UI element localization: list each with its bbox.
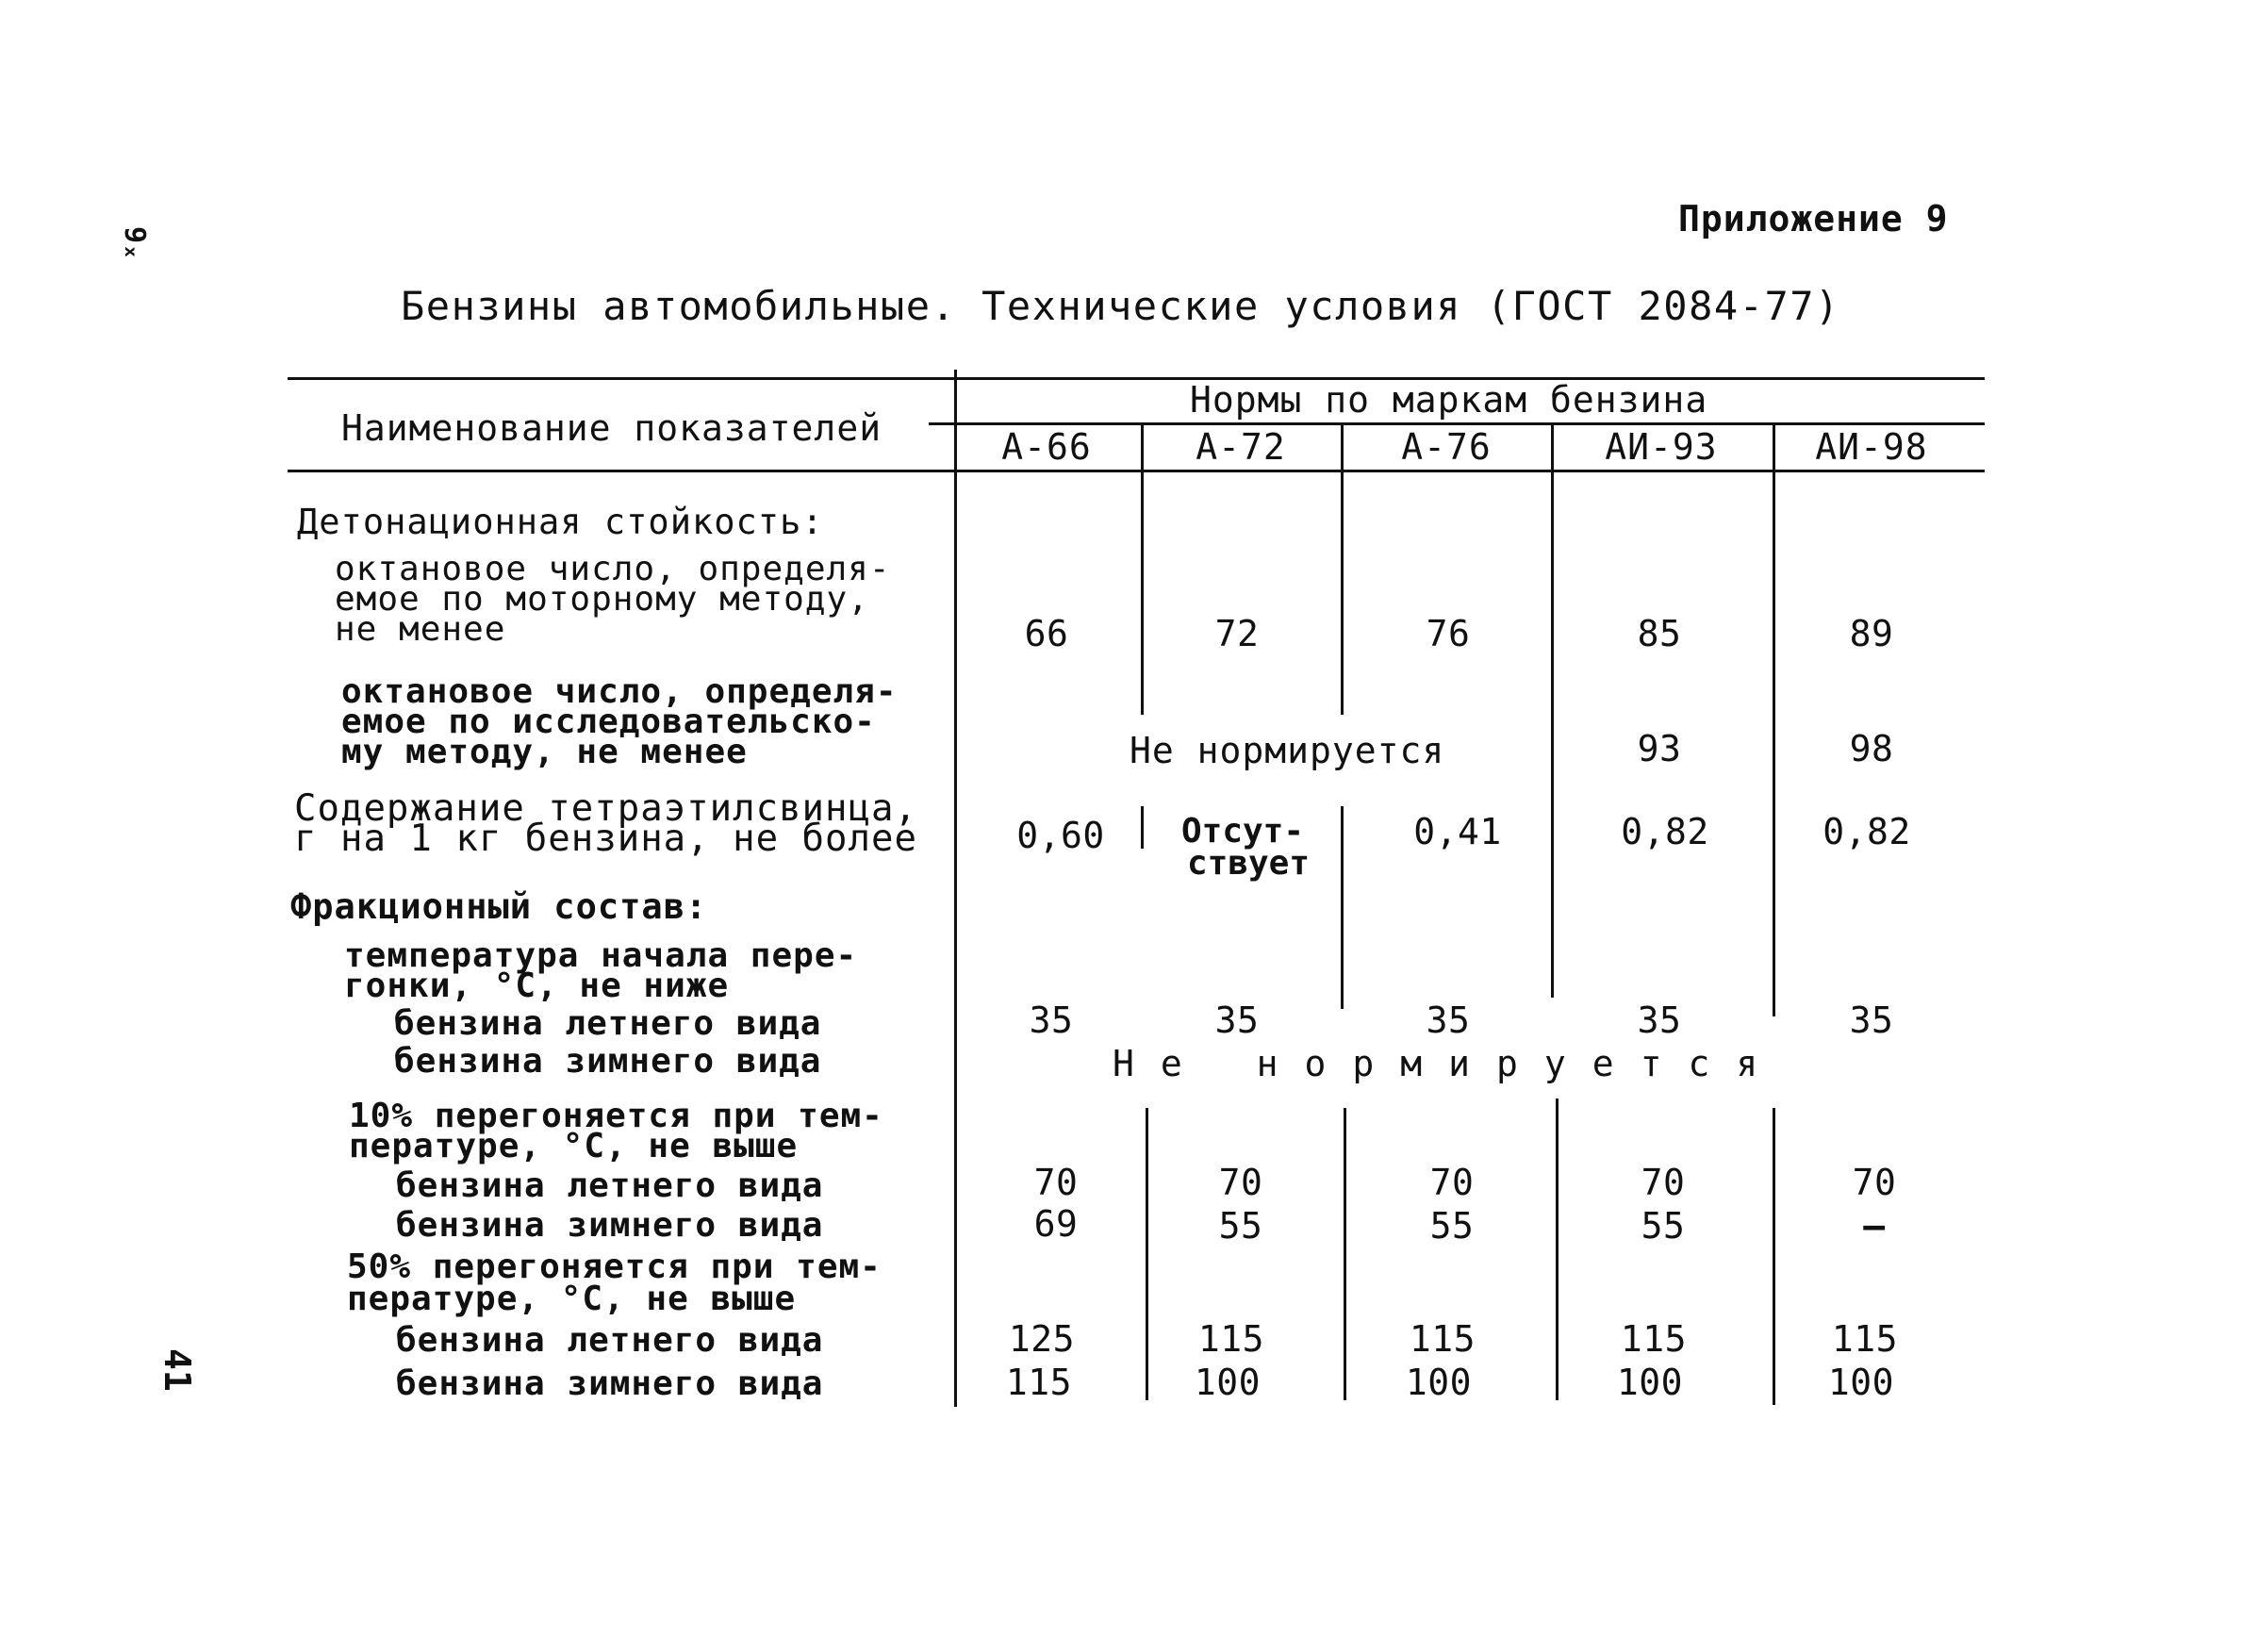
row-t10-winter-a76: 55 [1429, 1205, 1475, 1247]
row-start-label-2: гонки, °С, не ниже [344, 966, 730, 1005]
row-t10-label-1: 10% перегоняется при тем- [349, 1097, 883, 1135]
col-divider-1b [1141, 806, 1144, 849]
row-research-ai98: 98 [1849, 728, 1894, 769]
row-t50-summer-a76: 115 [1409, 1318, 1476, 1360]
row-motor-ai98: 89 [1849, 613, 1894, 654]
row-tel-a72-absent-1: Отсут- [1180, 812, 1305, 851]
row-motor-label-3: не менее [335, 610, 506, 649]
col-divider-4c [1773, 1108, 1775, 1405]
col-divider-3 [1551, 422, 1554, 998]
row-tel-ai98: 0,82 [1822, 811, 1911, 852]
row-motor-a76: 76 [1426, 613, 1471, 654]
row-tel-a76: 0,41 [1413, 811, 1502, 852]
section-detonation: Детонационная стойкость: [297, 502, 824, 542]
row-research-ai93: 93 [1637, 728, 1682, 769]
row-t10-winter-a72: 55 [1218, 1205, 1263, 1247]
grade-header-ai93: АИ-93 [1605, 426, 1718, 468]
row-t50-summer-ai98: 115 [1831, 1318, 1899, 1360]
page-number: 41 [157, 1348, 198, 1392]
col-divider-2 [1341, 422, 1344, 715]
row-research-label-1: октановое число, определя- [341, 672, 898, 711]
row-t50-winter-ai93: 100 [1616, 1362, 1684, 1403]
row-tel-ai93: 0,82 [1621, 811, 1709, 852]
row-t10-summer-a66: 70 [1033, 1162, 1079, 1203]
row-research-label-3: му методу, не менее [341, 733, 748, 771]
row-t10-summer-label: бензина летнего вида [396, 1166, 824, 1205]
name-header-tick [929, 422, 957, 425]
row-tel-label-1: Содержание тетраэтилсвинца, [294, 787, 917, 830]
col-divider-1c [1146, 1108, 1148, 1400]
row-t10-summer-a72: 70 [1218, 1162, 1263, 1203]
grade-header-a66: А-66 [1001, 426, 1092, 468]
row-motor-label-2: емое по моторному методу, [335, 580, 869, 619]
grade-header-a72: А-72 [1196, 426, 1286, 468]
row-t50-winter-a76: 100 [1405, 1362, 1473, 1403]
grade-header-ai98: АИ-98 [1815, 426, 1928, 468]
row-t50-summer-label: бензина летнего вида [396, 1321, 824, 1360]
row-start-summer-a76: 35 [1426, 999, 1471, 1041]
row-t50-label-2: пературе, °С, не выше [347, 1280, 797, 1318]
grade-header-a76: А-76 [1401, 426, 1492, 468]
col-divider-2c [1344, 1108, 1346, 1400]
table-top-rule [288, 377, 1985, 380]
row-t50-winter-a72: 100 [1194, 1362, 1262, 1403]
col-divider-2b [1341, 806, 1344, 1009]
col-divider-1 [1141, 422, 1144, 715]
row-t10-winter-ai98: – [1863, 1205, 1886, 1247]
row-start-summer-ai98: 35 [1849, 999, 1894, 1041]
row-start-summer-ai93: 35 [1637, 999, 1682, 1041]
row-start-winter-label: бензина зимнего вида [394, 1042, 822, 1081]
document-title: Бензины автомобильные. Технические условия (ГОСТ 2084-77) [401, 283, 1840, 329]
row-t50-summer-a66: 125 [1008, 1318, 1076, 1360]
row-tel-a66: 0,60 [1016, 815, 1105, 856]
row-t10-summer-a76: 70 [1429, 1162, 1475, 1203]
row-motor-label-1: октановое число, определя- [335, 550, 891, 588]
col-divider-name [954, 370, 957, 1407]
row-t10-winter-ai93: 55 [1641, 1205, 1686, 1247]
row-tel-a72-absent-2: ствует [1186, 844, 1311, 883]
row-start-summer-a66: 35 [1029, 999, 1074, 1041]
row-t50-summer-a72: 115 [1197, 1318, 1265, 1360]
col-divider-4 [1773, 422, 1775, 1016]
row-t50-winter-label: бензина зимнего вида [396, 1364, 824, 1403]
row-t10-summer-ai98: 70 [1852, 1162, 1897, 1203]
row-research-label-2: емое по исследовательско- [341, 702, 876, 741]
row-research-not-normalized: Не нормируется [1130, 730, 1445, 771]
row-t50-winter-ai98: 100 [1827, 1362, 1895, 1403]
appendix-label: Приложение 9 [1678, 198, 1949, 240]
header-mid-rule [954, 422, 1985, 425]
row-t10-winter-a66: 69 [1033, 1203, 1079, 1245]
row-motor-a66: 66 [1024, 613, 1069, 654]
header-bottom-rule [288, 470, 1985, 472]
row-start-summer-label: бензина летнего вида [394, 1004, 822, 1043]
row-t10-label-2: пературе, °С, не выше [349, 1127, 799, 1165]
row-start-winter-not-normalized: Не нормируется [1113, 1043, 1785, 1084]
section-fraction: Фракционный состав: [290, 886, 708, 927]
row-t10-winter-label: бензина зимнего вида [396, 1206, 824, 1245]
row-motor-ai93: 85 [1637, 613, 1682, 654]
row-t50-winter-a66: 115 [1005, 1362, 1073, 1403]
row-motor-a72: 72 [1214, 613, 1260, 654]
row-start-summer-a72: 35 [1214, 999, 1260, 1041]
side-mark: 9ₓ [118, 226, 151, 261]
row-t50-label-1: 50% перегоняется при тем- [347, 1247, 882, 1286]
row-t10-summer-ai93: 70 [1641, 1162, 1686, 1203]
grades-group-header: Нормы по маркам бензина [1190, 379, 1708, 421]
col-divider-3c [1556, 1099, 1559, 1400]
row-t50-summer-ai93: 115 [1620, 1318, 1688, 1360]
name-column-header: Наименование показателей [341, 407, 882, 449]
row-tel-label-2: г на 1 кг бензина, не более [294, 818, 917, 860]
row-start-label-1: температура начала пере- [344, 936, 858, 975]
